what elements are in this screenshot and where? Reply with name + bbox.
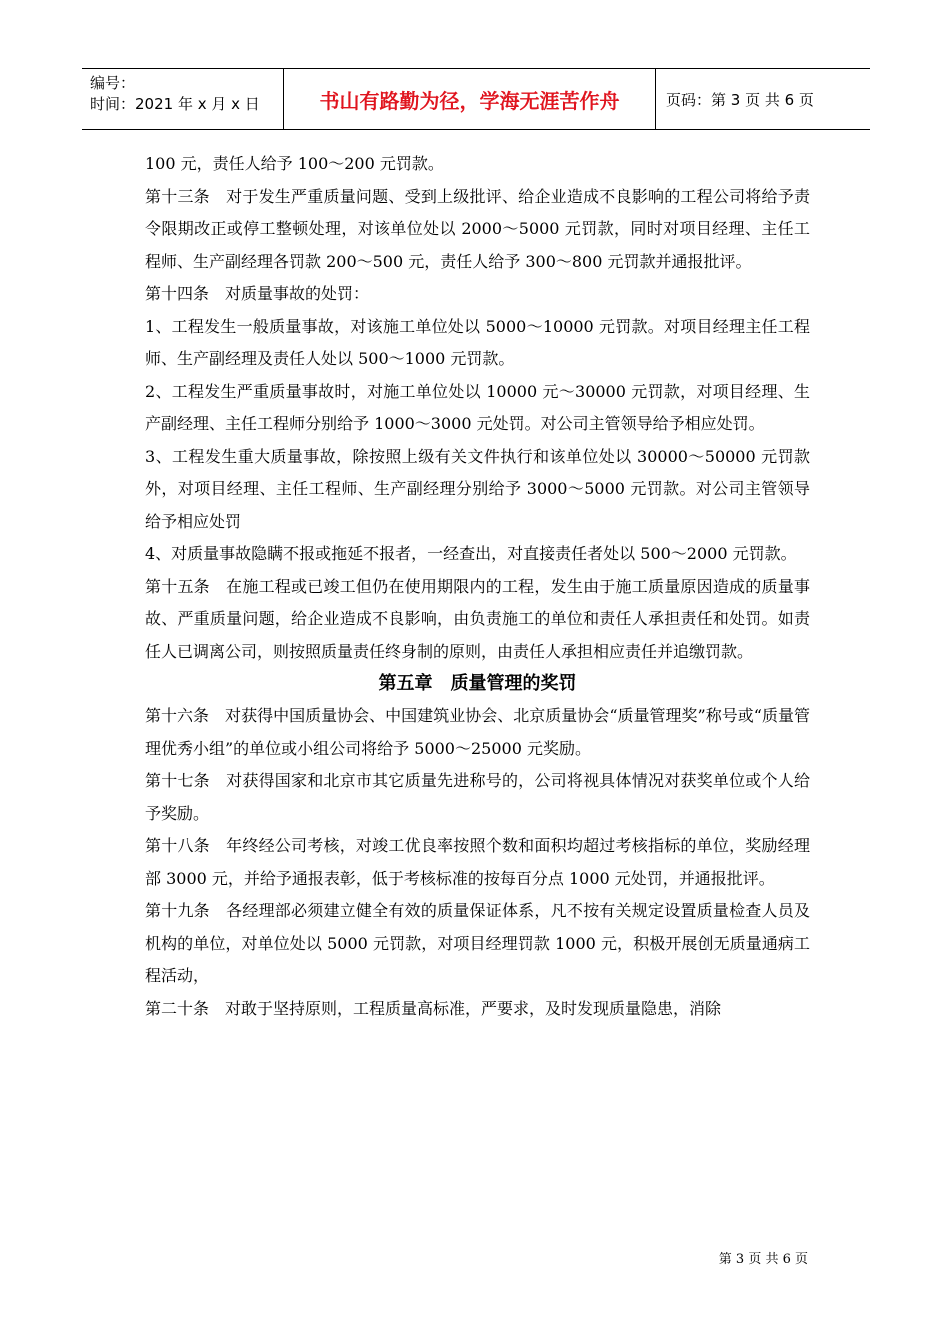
paragraph: 2、工程发生严重质量事故时，对施工单位处以 10000 元～30000 元罚款，对项目经理、生产副经理、主任工程师分别给予 1000～3000 元处罚。对公司主管领导给予相应处罚。: [145, 381, 810, 433]
page-footer: 第 3 页 共 6 页: [718, 1252, 808, 1267]
paragraph: 1、工程发生一般质量事故，对该施工单位处以 5000～10000 元罚款。对项目经理主任工程师、生产副经理及责任人处以 500～1000 元罚款。: [145, 316, 810, 368]
paragraph: 第十九条 各经理部必须建立健全有效的质量保证体系，凡不按有关规定设置质量检查人员及机构的单位，对单位处以 5000 元罚款，对项目经理罚款 1000 元，积极开展创无质量通病工程活动，: [145, 901, 810, 985]
paragraph: 第十六条 对获得中国质量协会、中国建筑业协会、北京质量协会“质量管理奖”称号或“质量管理优秀小组”的单位或小组公司将给予 5000～25000 元奖励。: [145, 706, 810, 758]
header-meta: [82, 69, 284, 129]
number-label: 编号：: [90, 74, 136, 92]
paragraph: 4、对质量事故隐瞒不报或拖延不报者，一经查出，对直接责任者处以 500～2000 元罚款。: [145, 544, 797, 563]
page-header: [82, 68, 870, 130]
document-body: [145, 148, 810, 1025]
time-label: 时间：2021 年 x 月 x 日: [90, 95, 260, 113]
paragraph: 第十七条 对获得国家和北京市其它质量先进称号的，公司将视具体情况对获奖单位或个人给予奖励。: [145, 771, 810, 823]
paragraph: 第十八条 年终经公司考核，对竣工优良率按照个数和面积均超过考核指标的单位，奖励经理部 3000 元，并给予通报表彰，低于考核标准的按每百分点 1000 元处罚，并通报批评。: [145, 836, 810, 888]
paragraph: 第十四条 对质量事故的处罚：: [145, 284, 370, 303]
paragraph: 第十三条 对于发生严重质量问题、受到上级批评、给企业造成不良影响的工程公司将给予责令限期改正或停工整顿处理，对该单位处以 2000～5000 元罚款，同时对项目经理、主任工程师、生产副经理各罚款 200～500 元，责任人给予 300～800 元罚款并通报批评。: [145, 186, 810, 271]
paragraph: 100 元，责任人给予 100～200 元罚款。: [145, 154, 444, 173]
paragraph: 第二十条 对敢于坚持原则，工程质量高标准，严要求，及时发现质量隐患，消除: [145, 998, 722, 1018]
paragraph: 第十五条 在施工程或已竣工但仍在使用期限内的工程，发生由于施工质量原因造成的质量事故、严重质量问题，给企业造成不良影响，由负责施工的单位和责任人承担责任和处罚。如责任人已调离公司，则按照质量责任终身制的原则，由责任人承担相应责任并追缴罚款。: [145, 576, 810, 661]
header-motto: 书山有路勤为径，学海无涯苦作舟: [284, 69, 656, 129]
chapter-title: 第五章 质量管理的奖罚: [378, 673, 577, 694]
paragraph: 3、工程发生重大质量事故，除按照上级有关文件执行和该单位处以 30000～50000 元罚款外，对项目经理、主任工程师、生产副经理分别给予 3000～5000 元罚款。对公司主管领导给予相应处罚: [145, 446, 810, 531]
header-page-label: 页码：第 3 页 共 6 页: [666, 90, 814, 109]
